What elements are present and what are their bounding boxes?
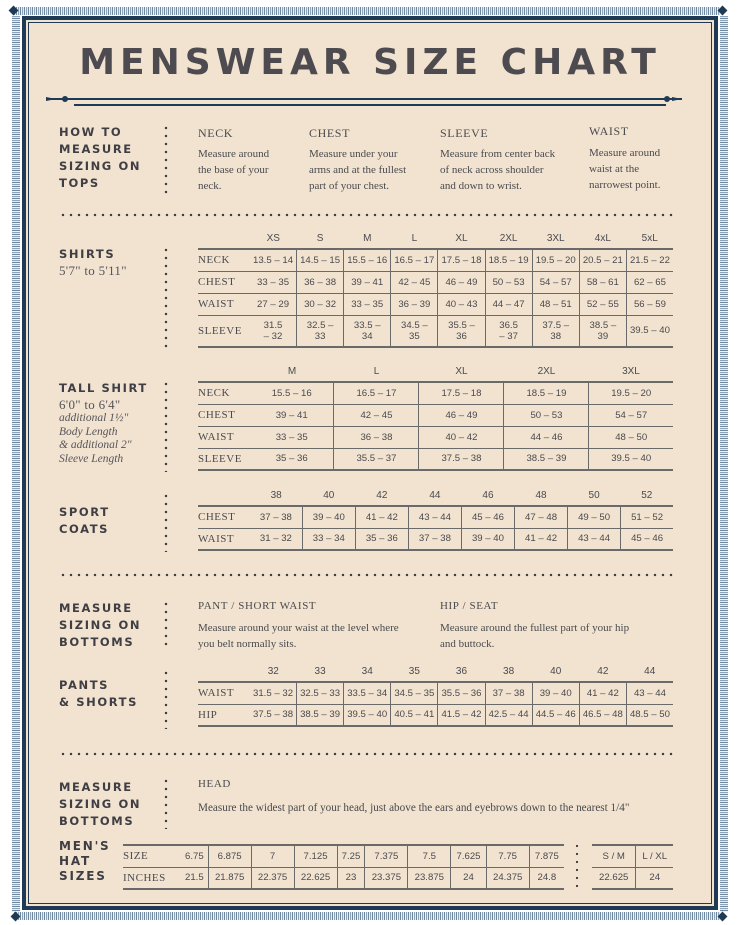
size-cell: 6.875 [208,845,251,867]
size-cell: 43 – 44 [626,682,673,704]
size-cell: 21.5 [181,867,208,889]
header-spacer [198,362,250,382]
size-cell: 54 – 57 [532,271,579,293]
cell-line: 32.5 – [306,319,334,331]
desc-line: Measure under your [309,148,398,160]
size-cell: 54 – 57 [589,404,673,426]
column-header: 34 [361,666,373,677]
column-header: 2XL [499,233,518,244]
row-label: SLEEVE [198,448,250,470]
desc-line: Measure around your waist at the level where [198,622,399,634]
size-cell: 38.5 – 39 [297,704,344,726]
table-row [198,506,673,528]
label-line: & SHORTS [59,695,138,709]
tall-height-range: 6'0" to 6'4" [59,397,121,412]
desc-line: arms and at the fullest [309,164,407,176]
size-cell: 48 – 51 [532,293,579,315]
size-cell [485,315,532,347]
table-row [198,293,673,315]
tall-shirt-label [59,380,148,466]
size-cell: 48 – 50 [589,426,673,448]
alpha-size-cell: L / XL [636,845,673,867]
desc-line: part of your chest. [309,180,390,192]
label-line: BOTTOMS [59,635,135,649]
size-cell: 38.5 – 39 [504,448,589,470]
alpha-size-cell: S / M [592,845,636,867]
size-cell: 48.5 – 50 [626,704,673,726]
pant-waist-description [198,620,399,652]
label-line: SIZES [59,869,107,883]
table-row [198,448,673,470]
size-cell: 24 [451,867,486,889]
alpha-inches-cell: 24 [636,867,673,889]
cell-line: 36.5 [499,319,518,331]
desc-line: the base of your [198,164,269,176]
pants-label [59,677,138,711]
size-cell: 40.5 – 41 [391,704,438,726]
desc-line: neck. [198,180,222,192]
title-rule [50,98,682,100]
size-cell: 16.5 – 17 [334,382,419,404]
label-line: TOPS [59,176,100,190]
dotted-divider [164,492,168,552]
border-stripe-left [12,16,20,912]
border-stripe-right [720,16,728,912]
size-cell: 7.875 [529,845,564,867]
page-title: MENSWEAR SIZE CHART [79,42,661,83]
header-row [198,662,673,682]
desc-line: and down to wrist. [440,180,522,192]
cell-line: 37.5 – [542,319,570,331]
size-cell: 7.125 [294,845,337,867]
column-header: 52 [641,490,653,501]
size-cell: 43 – 44 [408,506,461,528]
dotted-divider [164,246,168,350]
size-cell: 31.5 – 32 [250,682,297,704]
row-label: HIP [198,704,250,726]
column-header: 3XL [622,366,640,377]
size-cell: 56 – 59 [626,293,673,315]
column-header: 40 [550,666,562,677]
size-cell [344,315,391,347]
cell-line: – 32 [263,330,283,342]
size-cell: 7.25 [337,845,365,867]
dotted-separator [59,573,673,577]
size-cell: 18.5 – 19 [485,249,532,271]
row-label: NECK [198,382,250,404]
tall-note: & additional 2" [59,439,132,451]
size-cell: 43 – 44 [568,528,621,550]
size-cell: 24.375 [486,867,529,889]
cell-line: – 37 [499,330,518,342]
label-line: COATS [59,522,110,536]
row-label: INCHES [123,867,181,889]
hip-seat-heading: HIP / SEAT [440,600,499,612]
header-spacer [198,486,250,506]
label-line: MEASURE [59,601,133,615]
column-header: 36 [455,666,468,677]
desc-line: Measure around [589,147,661,159]
size-cell: 35.5 – 37 [334,448,419,470]
desc-line: and buttock. [440,638,495,650]
size-cell: 6.75 [181,845,208,867]
size-cell: 46 – 49 [438,271,485,293]
column-header: 40 [323,490,335,501]
column-header: M [363,233,372,244]
chest-heading: CHEST [309,126,351,140]
cell-line: 34.5 – [401,319,428,331]
dotted-separator [59,752,673,756]
column-header: 32 [267,666,279,677]
column-header: 48 [535,490,547,501]
hip-seat-description [440,620,629,652]
cell-line: 31.5 [263,319,283,331]
size-cell: 51 – 52 [621,506,673,528]
cell-line: 36 [456,330,467,342]
label-line: MEASURE [59,142,133,156]
size-cell: 19.5 – 20 [589,382,673,404]
tall-note: Sleeve Length [59,452,124,465]
border-stripe-top [14,7,720,15]
column-header: L [373,366,380,377]
dotted-divider [164,600,168,650]
column-header: 33 [314,666,326,677]
size-cell [438,315,485,347]
rule-dot-icon [664,96,670,102]
size-cell [532,315,579,347]
label-line: MEN'S [59,839,111,853]
desc-line: narrowest point. [589,179,661,191]
hat-size-table [123,844,564,890]
size-cell: 35.5 – 36 [438,682,485,704]
size-cell: 22.375 [251,867,294,889]
size-cell: 23.875 [408,867,451,889]
size-cell: 37 – 38 [485,682,532,704]
size-cell: 41 – 42 [355,506,408,528]
size-cell: 15.5 – 16 [250,382,334,404]
desc-line: waist at the [589,163,640,175]
rule-arrow-right-icon [672,97,682,101]
size-cell: 37 – 38 [250,506,302,528]
row-label: CHEST [198,271,250,293]
cell-line: 38.5 – [589,319,617,331]
dotted-divider [164,777,168,829]
size-cell: 18.5 – 19 [504,382,589,404]
size-cell: 44 – 47 [485,293,532,315]
size-cell: 21.875 [208,867,251,889]
table-row [198,404,673,426]
size-cell: 23 [337,867,365,889]
size-cell: 44.5 – 46 [532,704,579,726]
row-label: CHEST [198,404,250,426]
column-header: 5xL [641,233,658,244]
shirts-size-table [198,229,673,348]
size-cell: 40 – 43 [438,293,485,315]
size-cell: 40 – 42 [419,426,504,448]
desc-line: Measure around [198,148,270,160]
desc-line: you belt normally sits. [198,638,297,650]
size-cell: 37 – 38 [408,528,461,550]
label-line: SIZING ON [59,618,142,632]
size-cell: 14.5 – 15 [297,249,344,271]
size-cell: 27 – 29 [250,293,297,315]
column-header: 4xL [594,233,611,244]
size-cell: 39 – 40 [461,528,514,550]
tall-note: Body Length [59,425,118,438]
size-cell: 36 – 38 [297,271,344,293]
column-header: XS [266,233,280,244]
alpha-inches-cell: 22.625 [592,867,636,889]
size-cell: 36 – 38 [334,426,419,448]
waist-description [589,145,660,193]
size-cell: 42.5 – 44 [485,704,532,726]
column-header: 42 [597,666,609,677]
cell-line: 39 [597,330,609,342]
size-cell: 39 – 41 [344,271,391,293]
row-label: WAIST [198,426,250,448]
size-cell: 46.5 – 48 [579,704,626,726]
size-cell [250,315,297,347]
table-row [123,867,564,889]
size-cell: 39 – 40 [302,506,355,528]
size-cell: 20.5 – 21 [579,249,626,271]
size-cell: 37.5 – 38 [419,448,504,470]
cell-line: 33 [314,330,326,342]
table-row [198,382,673,404]
size-cell: 33 – 35 [344,293,391,315]
size-cell: 23.375 [365,867,408,889]
head-description: Measure the widest part of your head, just above the ears and eyebrows down to the nearest 1/4" [198,802,630,814]
label-line: PANTS [59,678,110,692]
row-label: WAIST [198,293,250,315]
desc-line: Measure around the fullest part of your hip [440,622,630,634]
label-line: HAT [59,854,91,868]
size-cell: 30 – 32 [297,293,344,315]
shirts-label [59,246,127,278]
column-header: L [411,233,418,244]
header-spacer [198,662,250,682]
sport-coats-size-table [198,486,673,551]
row-label: WAIST [198,528,250,550]
size-cell [297,315,344,347]
sport-coats-label [59,504,110,538]
size-cell: 24.8 [529,867,564,889]
dotted-separator [59,213,673,217]
table-row [198,249,673,271]
size-cell: 34.5 – 35 [391,682,438,704]
size-cell: 42 – 45 [334,404,419,426]
size-cell: 50 – 53 [485,271,532,293]
row-label: WAIST [198,682,250,704]
row-label: SIZE [123,845,181,867]
hat-sizes-label [59,839,111,884]
size-cell: 7.5 [408,845,451,867]
label-line: SIZING ON [59,159,142,173]
head-guide-label [59,779,141,830]
size-cell: 41 – 42 [579,682,626,704]
size-cell: 7.375 [365,845,408,867]
table-row [198,528,673,550]
bottoms-guide-label [59,600,141,651]
header-spacer [198,229,250,249]
tall-shirt-size-table [198,362,673,471]
dotted-divider [164,124,168,196]
size-cell: 39.5 – 40 [589,448,673,470]
size-cell: 7.625 [451,845,486,867]
chest-description [309,146,406,194]
label-line: SIZING ON [59,797,142,811]
size-cell: 41 – 42 [515,528,568,550]
label-line: TALL SHIRT [59,381,148,395]
dotted-divider [164,380,168,472]
column-header: S [316,233,324,244]
size-cell: 39.5 – 40 [626,315,673,347]
label-line: SHIRTS [59,247,116,261]
size-cell: 16.5 – 17 [391,249,438,271]
column-header: XL [455,366,468,377]
size-cell: 7.75 [486,845,529,867]
dotted-divider [164,669,168,729]
desc-line: Measure from center back [440,148,556,160]
column-header: 3XL [546,233,565,244]
title-rule-lower [74,104,666,106]
size-cell: 33 – 35 [250,271,297,293]
size-cell: 39 – 40 [532,682,579,704]
cell-line: 34 [361,330,373,342]
row-label: NECK [198,249,250,271]
size-cell: 13.5 – 14 [250,249,297,271]
label-line: SPORT [59,505,110,519]
pants-size-table [198,662,673,727]
rule-dot-icon [62,96,68,102]
pant-waist-heading: PANT / SHORT WAIST [198,600,317,612]
sleeve-heading: SLEEVE [440,126,489,140]
desc-line: of neck across shoulder [440,164,544,176]
column-header: 46 [482,490,494,501]
table-row [198,426,673,448]
header-row [198,362,673,382]
column-header: 35 [408,666,420,677]
tall-note: additional 1½" [59,412,129,424]
size-cell: 17.5 – 18 [438,249,485,271]
dotted-divider [575,842,579,890]
size-cell [391,315,438,347]
size-cell: 35 – 36 [355,528,408,550]
tops-guide-label [59,124,141,192]
size-cell: 36 – 39 [391,293,438,315]
cell-line: 38 [550,330,562,342]
table-row [198,682,673,704]
column-header: 50 [588,490,600,501]
table-row [198,315,673,347]
size-cell: 33 – 35 [250,426,334,448]
column-header: 44 [644,666,656,677]
size-cell: 45 – 46 [621,528,673,550]
shirts-height-range: 5'7" to 5'11" [59,263,127,278]
size-cell: 17.5 – 18 [419,382,504,404]
border-stripe-bottom [14,912,720,920]
size-cell: 52 – 55 [579,293,626,315]
table-row [198,704,673,726]
size-cell: 47 – 48 [515,506,568,528]
header-row [198,486,673,506]
column-header: 38 [270,490,282,501]
size-cell: 7 [251,845,294,867]
column-header: 38 [503,666,515,677]
label-line: MEASURE [59,780,133,794]
size-cell: 41.5 – 42 [438,704,485,726]
size-cell: 22.625 [294,867,337,889]
cell-line: 35 [409,330,420,342]
cell-line: 35.5 – [448,319,475,331]
cell-line: 33.5 – [353,319,381,331]
column-header: XL [455,233,468,244]
size-cell: 42 – 45 [391,271,438,293]
hat-alpha-size-table [592,844,673,890]
size-cell [579,315,626,347]
size-cell: 39 – 41 [250,404,334,426]
size-cell: 39.5 – 40 [344,704,391,726]
neck-description [198,146,269,194]
size-cell: 35 – 36 [250,448,334,470]
size-cell: 37.5 – 38 [250,704,297,726]
table-row [592,845,673,867]
size-cell: 32.5 – 33 [297,682,344,704]
table-row [592,867,673,889]
size-cell: 19.5 – 20 [532,249,579,271]
waist-heading: WAIST [589,124,629,138]
size-cell: 49 – 50 [568,506,621,528]
table-row [123,845,564,867]
row-label: CHEST [198,506,250,528]
size-cell: 45 – 46 [461,506,514,528]
size-cell: 31 – 32 [250,528,302,550]
size-cell: 50 – 53 [504,404,589,426]
column-header: 44 [429,490,441,501]
column-header: 42 [376,490,388,501]
sleeve-description [440,146,555,194]
size-cell: 62 – 65 [626,271,673,293]
size-cell: 33 – 34 [302,528,355,550]
column-header: 2XL [537,366,556,377]
label-line: HOW TO [59,125,123,139]
head-heading: HEAD [198,778,231,790]
size-cell: 15.5 – 16 [344,249,391,271]
table-row [198,271,673,293]
label-line: BOTTOMS [59,814,135,828]
neck-heading: NECK [198,126,234,140]
size-cell: 21.5 – 22 [626,249,673,271]
size-cell: 44 – 46 [504,426,589,448]
size-cell: 46 – 49 [419,404,504,426]
size-cell: 33.5 – 34 [344,682,391,704]
column-header: M [287,366,297,377]
size-cell: 58 – 61 [579,271,626,293]
row-label: SLEEVE [198,315,250,347]
header-row [198,229,673,249]
